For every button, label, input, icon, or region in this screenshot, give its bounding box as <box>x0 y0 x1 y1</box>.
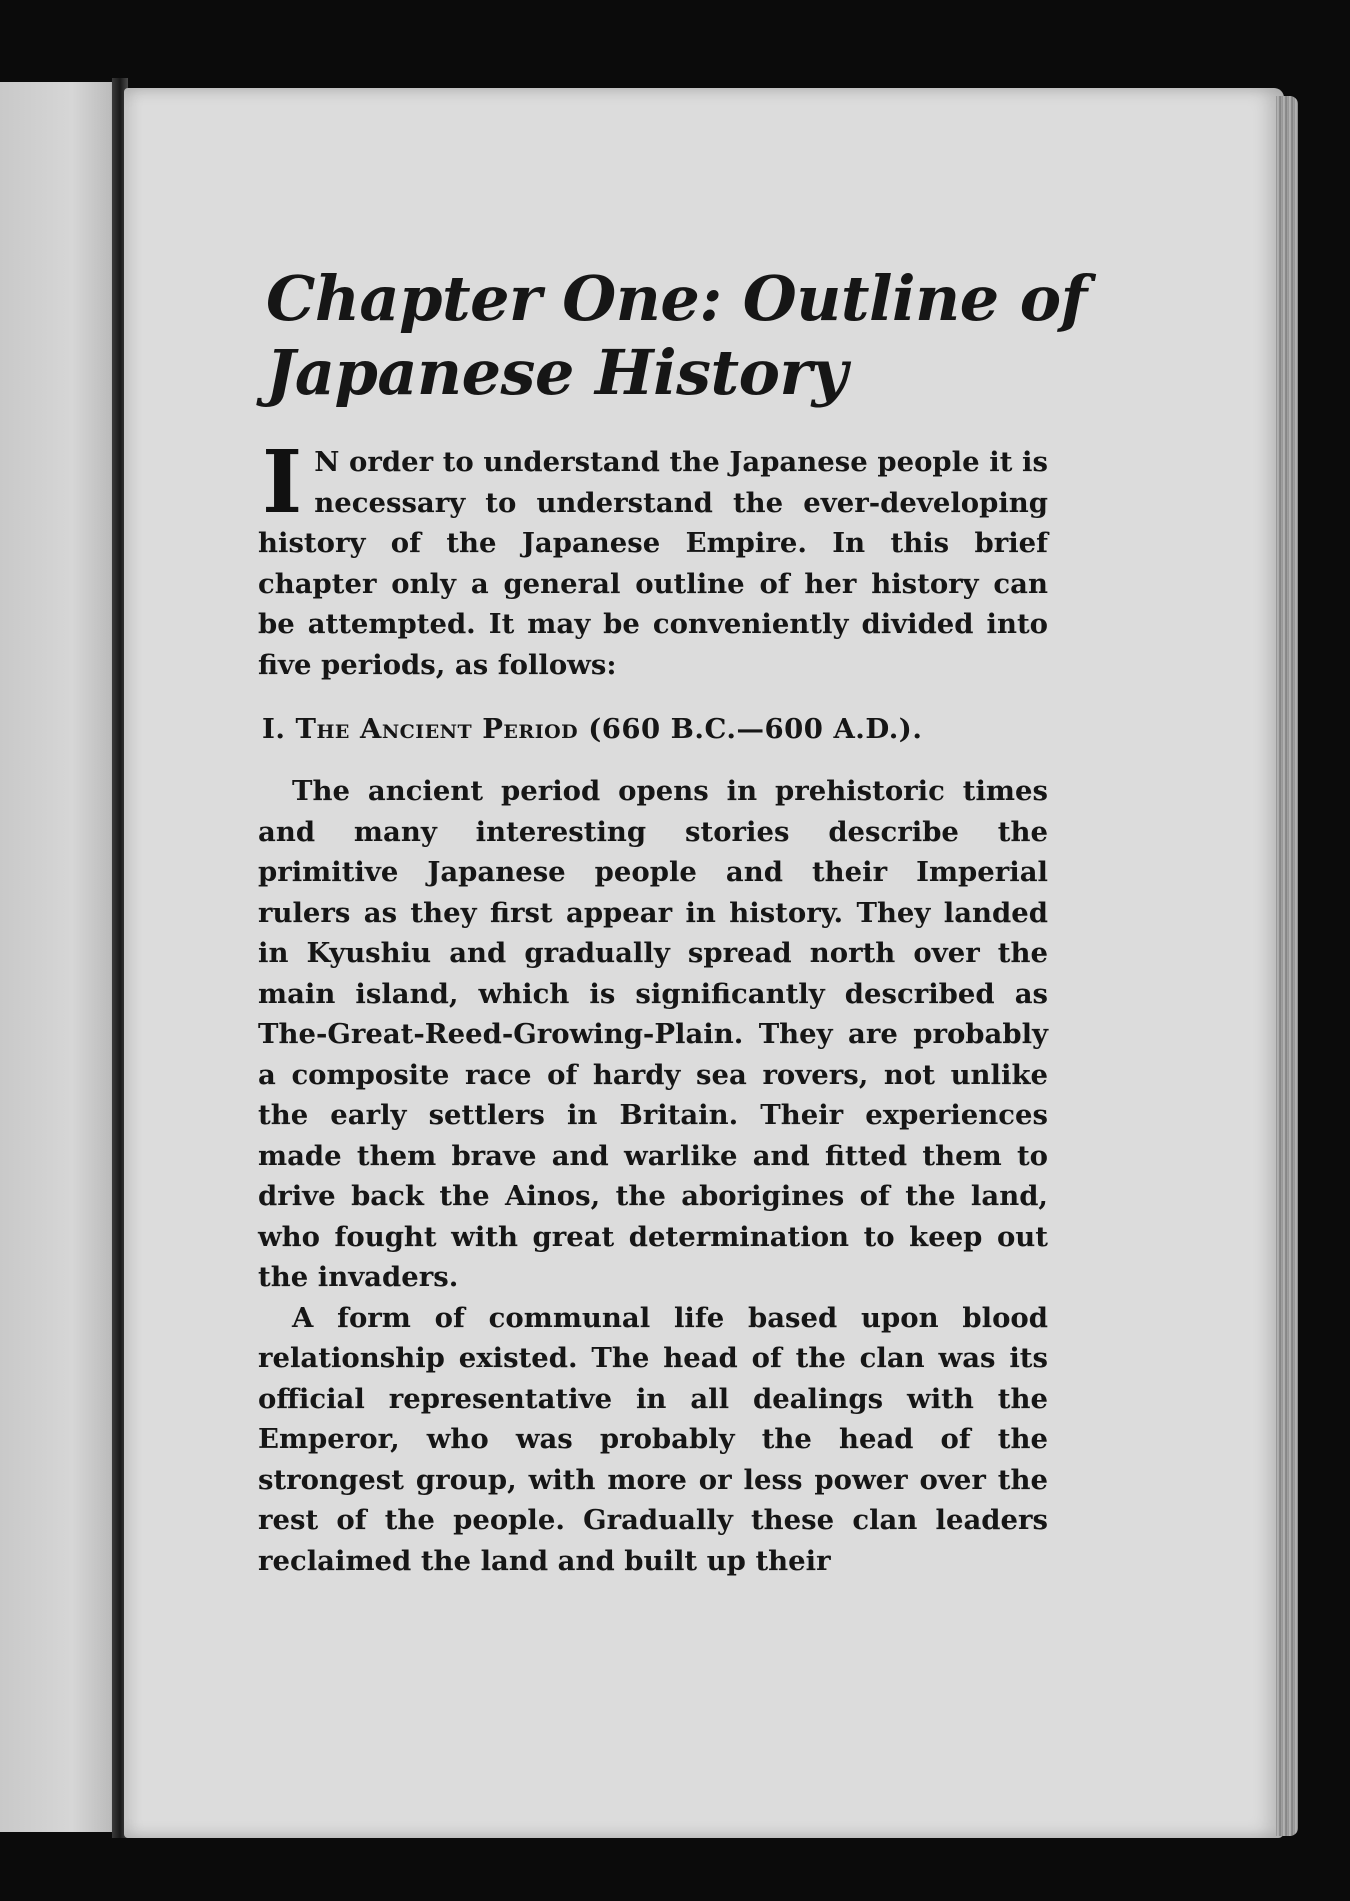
body-paragraph-2: A form of communal life based upon blood relationship existed. The head of the clan was its official representative in all dealings with the Emperor, who was probably the head of the strongest group, with more or less power over the rest of the people. Gradually these clan leaders reclaimed the land and built up their <box>258 1301 1048 1577</box>
page-content <box>258 262 1087 1581</box>
drop-cap: I <box>262 432 303 533</box>
section-heading: I. The Ancient Period (660 B.C.—600 A.D.). <box>262 713 923 745</box>
chapter-title <box>266 262 1087 410</box>
page-edge-stack <box>1276 96 1298 1836</box>
intro-text: N order to understand the Japanese people it is necessary to understand the ever-developing history of the Japanese Empire. In this brief chapter only a general outline of her history can be attempted. It may be conveniently divided into five periods, as follows: <box>258 446 1048 681</box>
chapter-title-line-1: Chapter One: Outline of <box>266 262 1087 335</box>
facing-page-edge <box>0 82 120 1832</box>
intro-paragraph <box>258 432 1048 685</box>
chapter-body <box>258 432 1048 1581</box>
chapter-title-line-2: Japanese History <box>266 336 848 409</box>
body-paragraph-1: The ancient period opens in prehistoric times and many interesting stories describe the primitive Japanese people and their Imperial rulers as they first appear in history. They landed in Kyushiu and gradually spread north over the main island, which is significantly described as The-Great-Reed-Growing-Plain. They are probably a composite race of hardy sea rovers, not unlike the early settlers in Britain. Their experiences made them brave and warlike and fitted them to drive back the Ainos, the aborigines of the land, who fought with great determination to keep out the invaders. <box>258 775 1048 1293</box>
